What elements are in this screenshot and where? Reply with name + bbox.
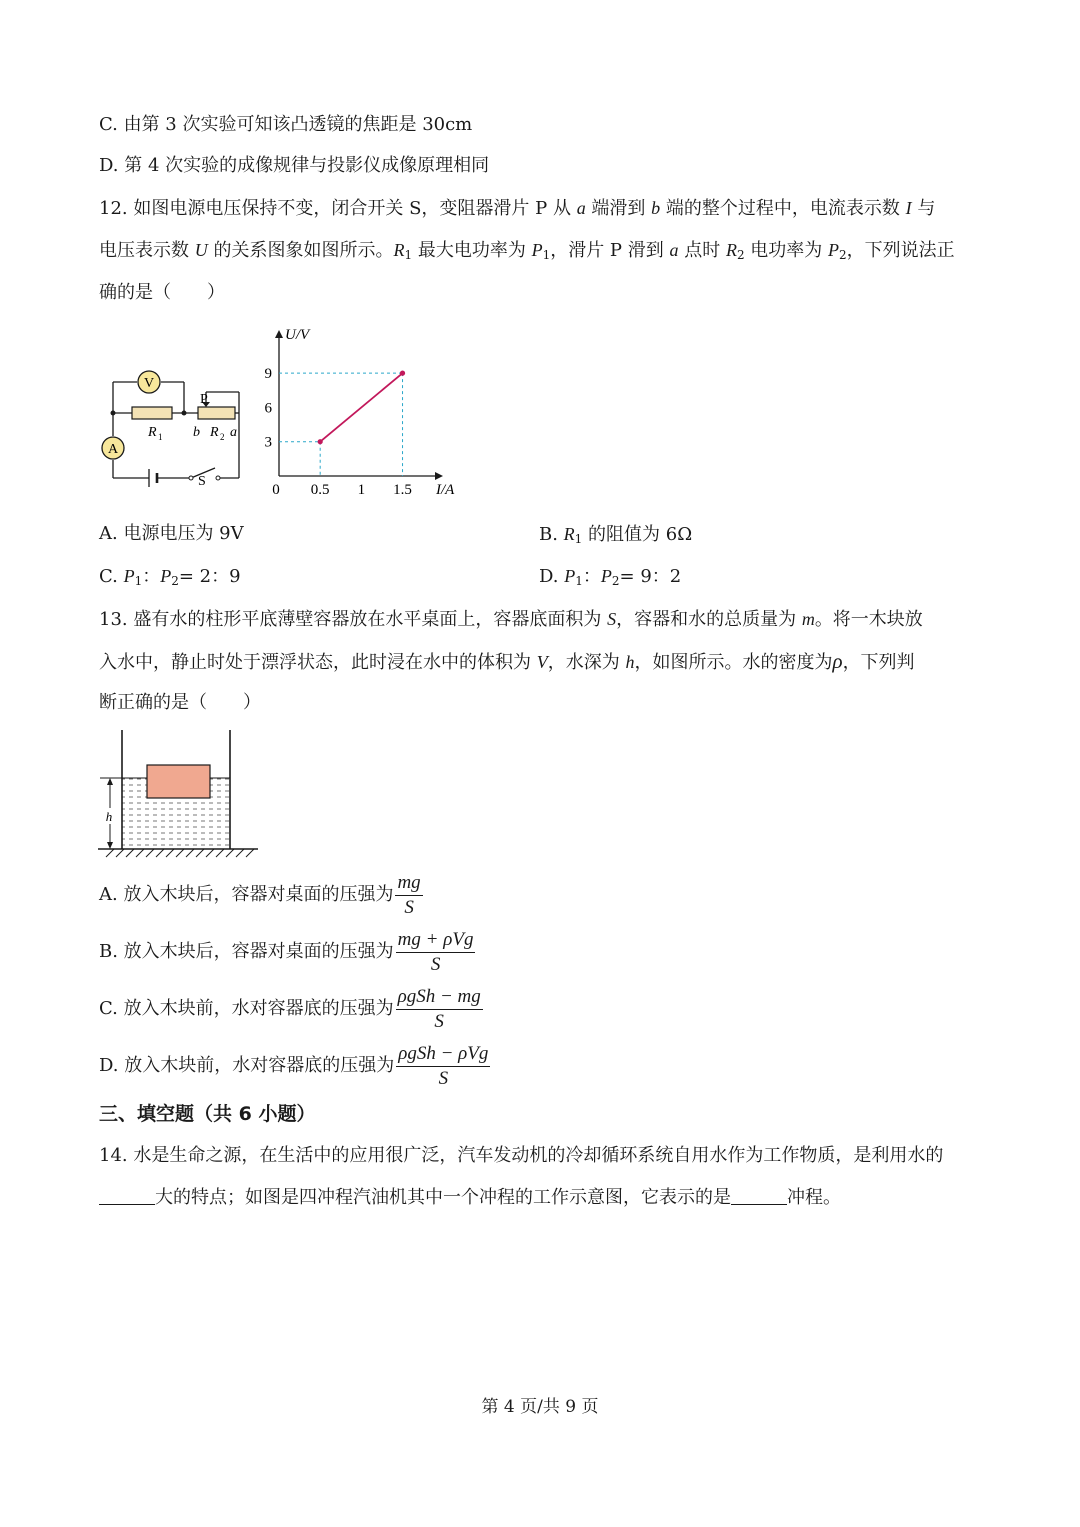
answer-blank-2[interactable] [731,1186,787,1205]
wood-block [147,765,210,798]
q13-option-d: D. 放入木块前，水对容器底的压强为 $\frac{\text{ρgSh − ρVg}}{S}$ [99,1042,489,1089]
depth-h-label: h [105,809,113,824]
q12-stem-line1: 12. 如图电源电压保持不变，闭合开关 S，变阻器滑片 P 从 a 端滑到 b 端的整个过程中，电流表示数 I 与 [99,198,936,219]
switch-label: S [198,474,206,489]
x-tick-label: 0 [272,482,280,498]
q13-option-a: A. 放入木块后，容器对桌面的压强为 $\frac{mg}{S}$ [99,871,421,918]
data-point [318,439,323,444]
slider-label: P [200,392,208,407]
q13-stem-line2: 入水中，静止时处于漂浮状态，此时浸在水中的体积为 V，水深为 h，如图所示。水的密度为ρ，下列判 [99,649,915,673]
u-i-chart [258,326,458,501]
container-figure [96,728,266,863]
q13-stem-line3: 断正确的是（ ） [99,692,261,713]
y-tick-label: 6 [264,400,272,417]
circuit-diagram [96,360,256,495]
series-line [320,373,402,442]
x-tick-label: 1 [357,482,366,498]
q12-stem-line2: 电压表示数 U 的关系图象如图所示。$R_1$ 最大电功率为 $P_1$，滑片 P 滑到 a 点时 $R_2$ 电功率为 $P_2$，下列说法正 [99,240,955,262]
page-footer: 第 4 页/共 9 页 [481,1397,599,1417]
q12-stem-line3: 确的是（ ） [99,282,225,303]
fraction-b: $\frac{\text{mg + ρVg}}{S}$ [397,928,474,975]
q12-option-c: C. $P_1$：$P_2= 2$：9 [99,566,241,588]
y-tick-label: 9 [264,366,272,383]
q11-option-c: C. 由第 3 次实验可知该凸透镜的焦距是 30cm [99,114,473,135]
fraction-d: $\frac{\text{ρgSh − ρVg}}{S}$ [398,1042,489,1089]
q12-option-a: A. 电源电压为 9V [99,523,244,544]
r2-sub: 2 [220,432,225,442]
x-tick-label: 0.5 [310,482,330,498]
fraction-c: $\frac{\text{ρgSh − mg}}{S}$ [397,985,481,1032]
x-axis-label: I/A [436,482,455,498]
fraction-a: $\frac{mg}{S}$ [397,871,421,918]
r1-label: R [148,425,157,440]
y-axis-arrow [275,330,283,338]
data-point [400,371,405,376]
answer-blank-1[interactable] [99,1186,155,1205]
r1-sub: 1 [158,432,163,442]
y-axis-label: U/V [285,327,310,343]
q12-option-b: B. $R_1$ 的阻值为 6Ω [539,524,693,546]
q13-option-b: B. 放入木块后，容器对桌面的压强为 $\frac{\text{mg + ρVg}}{S}$ [99,928,474,975]
q13-option-c: C. 放入木块前，水对容器底的压强为 $\frac{\text{ρgSh − mg}}{S}$ [99,985,481,1032]
q12-option-d: D. $P_1$：$P_2= 9$：2 [539,566,682,588]
section-heading: 三、填空题（共 6 小题） [99,1103,316,1125]
q14-stem-line2: 大的特点；如图是四冲程汽油机其中一个冲程的工作示意图，它表示的是 冲程。 [99,1186,841,1210]
voltmeter-label: V [143,376,155,391]
ammeter-label: A [107,442,119,457]
x-axis-arrow [435,472,443,480]
y-tick-label: 3 [264,434,272,451]
q14-stem-line1: 14. 水是生命之源，在生活中的应用很广泛，汽车发动机的冷却循环系统自用水作为工作物质，是利用水的 [99,1145,944,1166]
q11-option-d: D. 第 4 次实验的成像规律与投影仪成像原理相同 [99,155,490,176]
r2-label: R [210,425,219,440]
q13-stem-line1: 13. 盛有水的柱形平底薄壁容器放在水平桌面上，容器底面积为 S，容器和水的总质量为 m。将一木块放 [99,609,923,630]
end-b-label: b [193,425,200,440]
x-tick-label: 1.5 [393,482,412,498]
end-a-label: a [230,425,237,440]
